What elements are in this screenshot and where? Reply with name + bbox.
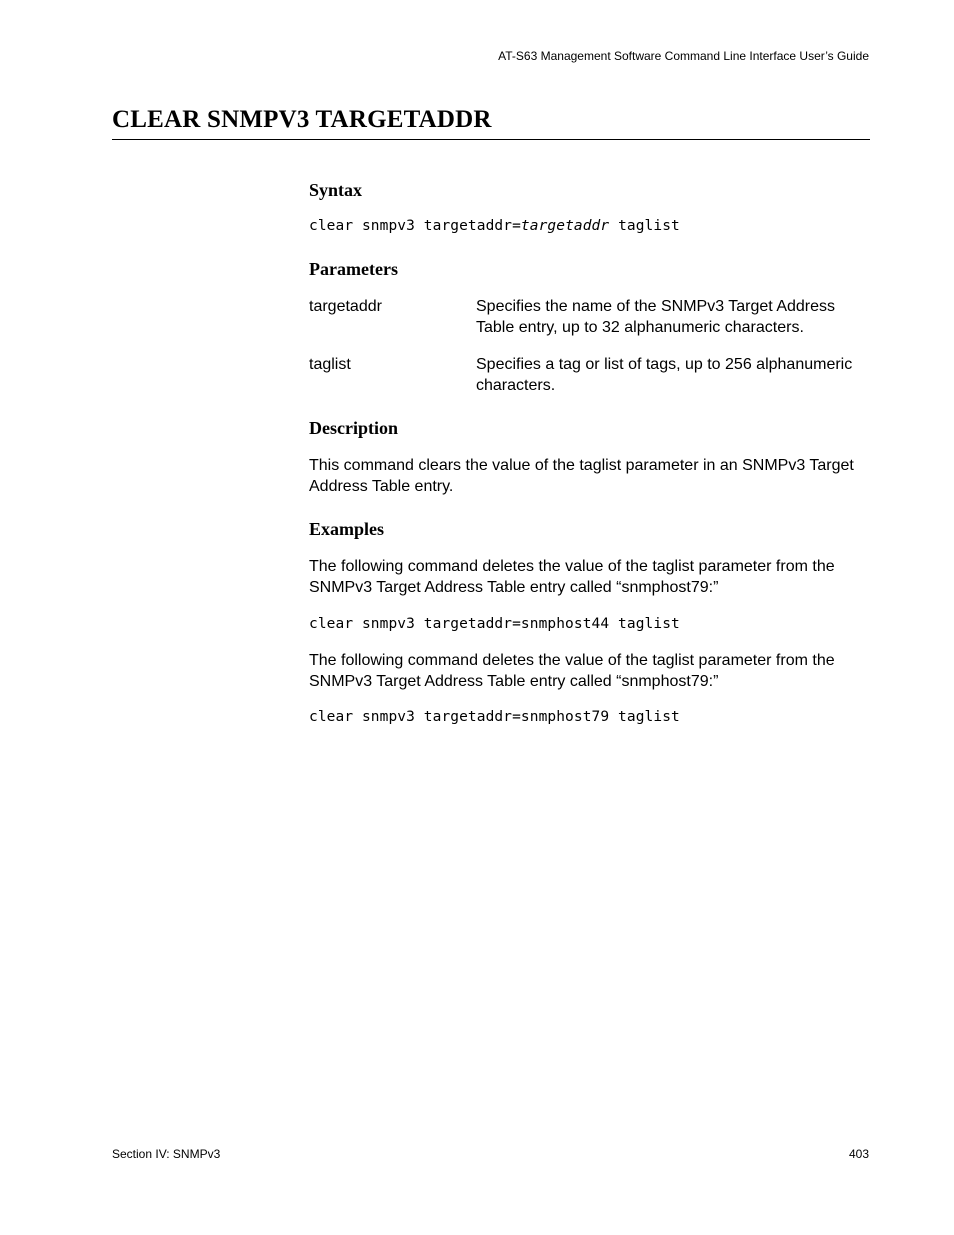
example-text: The following command deletes the value of the taglist parameter from the SNMPv3 Target Address Table entry called “snmphost79:” xyxy=(309,558,835,596)
footer-section: Section IV: SNMPv3 xyxy=(112,1147,221,1161)
parameter-description: Specifies the name of the SNMPv3 Target Address Table entry, up to 32 alphanumeric characters. xyxy=(476,298,836,336)
example-text: The following command deletes the value of the taglist parameter from the SNMPv3 Target Address Table entry called “snmphost79:” xyxy=(309,652,835,690)
parameter-name: targetaddr xyxy=(309,298,382,315)
parameters-heading: Parameters xyxy=(309,259,398,279)
title-divider xyxy=(112,139,870,140)
description-heading: Description xyxy=(309,418,398,438)
running-header: AT-S63 Management Software Command Line Interface User’s Guide xyxy=(498,49,869,63)
example-command: clear snmpv3 targetaddr=snmphost79 taglist xyxy=(309,709,680,725)
footer-page-number: 403 xyxy=(848,1147,869,1161)
syntax-command xyxy=(309,218,680,234)
syntax-command-prefix: clear snmpv3 targetaddr= xyxy=(309,218,521,234)
syntax-command-suffix: taglist xyxy=(609,218,680,234)
syntax-command-variable: targetaddr xyxy=(520,218,610,234)
examples-heading: Examples xyxy=(309,519,385,539)
parameter-name: taglist xyxy=(309,356,351,373)
example-command: clear snmpv3 targetaddr=snmphost44 taglist xyxy=(309,616,680,632)
parameter-description: Specifies a tag or list of tags, up to 256 alphanumeric characters. xyxy=(476,356,853,394)
page-title: CLEAR SNMPV3 TARGETADDR xyxy=(112,106,492,133)
syntax-heading: Syntax xyxy=(309,180,363,200)
description-text: This command clears the value of the taglist parameter in an SNMPv3 Target Address Table entry. xyxy=(309,457,854,495)
